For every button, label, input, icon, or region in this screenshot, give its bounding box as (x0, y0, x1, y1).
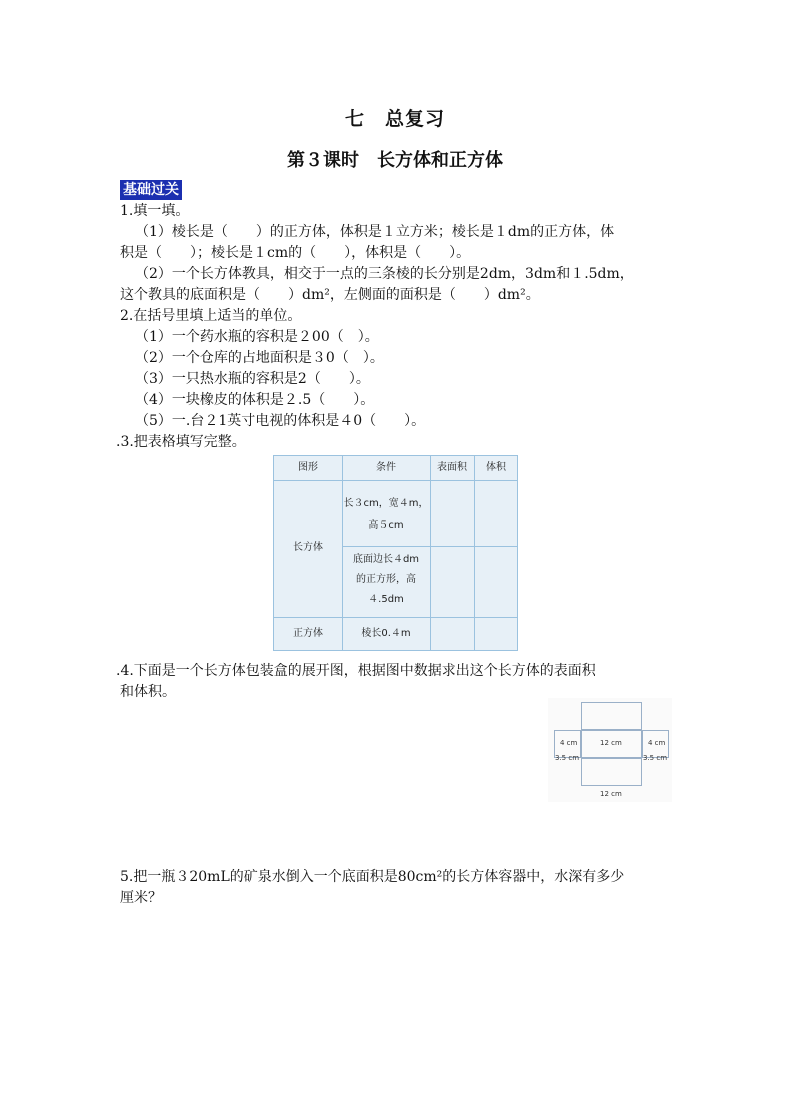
section-badge: 基础过关 (120, 180, 182, 200)
table-divider (342, 546, 517, 547)
table-header-condition: 条件 (376, 462, 396, 473)
table-divider (474, 456, 475, 650)
q5-line1: 5.把一瓶３20mL的矿泉水倒入一个底面积是80cm²的长方体容器中，水深有多少 (120, 869, 625, 885)
table-header-surface-area: 表面积 (437, 462, 467, 473)
table-cell-cond1-b: 高５cm (368, 520, 404, 531)
q2-item-5: （5）一.台２1英寸电视的体积是４0（ ）。 (135, 413, 426, 429)
net-face-bottom (581, 758, 642, 786)
q1-line2: 积是（ ）；棱长是１cm的（ ），体积是（ ）。 (120, 245, 471, 261)
table-cell-cond3: 棱长0.４m (361, 628, 411, 639)
table-cell-cuboid: 长方体 (293, 542, 323, 553)
net-label-right: 4 cm (648, 739, 666, 747)
q4-line2: 和体积。 (120, 684, 176, 700)
table-header-volume: 体积 (486, 462, 506, 473)
answer-table (273, 455, 518, 651)
q1-line3: （2）一个长方体教具，相交于一点的三条棱的长分别是2dm，3dm和１.5dm， (135, 266, 634, 282)
table-header-shape: 图形 (298, 462, 318, 473)
net-label-side-left: 3.5 cm (555, 754, 580, 762)
net-label-bottom: 12 cm (600, 790, 622, 798)
q5-line2: 厘米？ (120, 890, 162, 906)
table-cell-cond1-a: 长３cm，宽４m， (343, 498, 429, 509)
q2-item-2: （2）一个仓库的占地面积是３0（ ）。 (135, 350, 384, 366)
net-face-top (581, 702, 642, 730)
net-label-top: 12 cm (600, 739, 622, 747)
net-label-side-right: 3.5 cm (643, 754, 668, 762)
table-cell-cube: 正方体 (293, 628, 323, 639)
table-divider (430, 456, 431, 650)
lesson-title: 第３课时 长方体和正方体 (287, 150, 503, 171)
q1-line4: 这个教具的底面积是（ ）dm²，左侧面的面积是（ ）dm²。 (120, 287, 540, 303)
q1-title: 1.填一填。 (120, 203, 190, 219)
chapter-title: 七 总复习 (344, 108, 445, 130)
table-cell-cond2-a: 底面边长４dm (352, 554, 420, 565)
q1-line1: （1）棱长是（ ）的正方体，体积是１立方米；棱长是１dm的正方体，体 (135, 224, 615, 240)
box-net-diagram (548, 698, 672, 802)
table-cell-cond2-c: ４.5dm (368, 594, 404, 605)
q2-item-3: （3）一只热水瓶的容积是2（ ）。 (135, 371, 370, 387)
q2-title: 2.在括号里填上适当的单位。 (120, 308, 302, 324)
q3-title: .3.把表格填写完整。 (116, 434, 246, 450)
net-label-left: 4 cm (560, 739, 578, 747)
q2-item-1: （1）一个药水瓶的容积是２00（ ）。 (135, 329, 379, 345)
table-cell-cond2-b: 的正方形，高 (356, 574, 416, 585)
q2-item-4: （4）一块橡皮的体积是２.5（ ）。 (135, 392, 375, 408)
table-divider (274, 617, 517, 618)
q4-line1: .4.下面是一个长方体包装盒的展开图，根据图中数据求出这个长方体的表面积 (116, 663, 596, 679)
